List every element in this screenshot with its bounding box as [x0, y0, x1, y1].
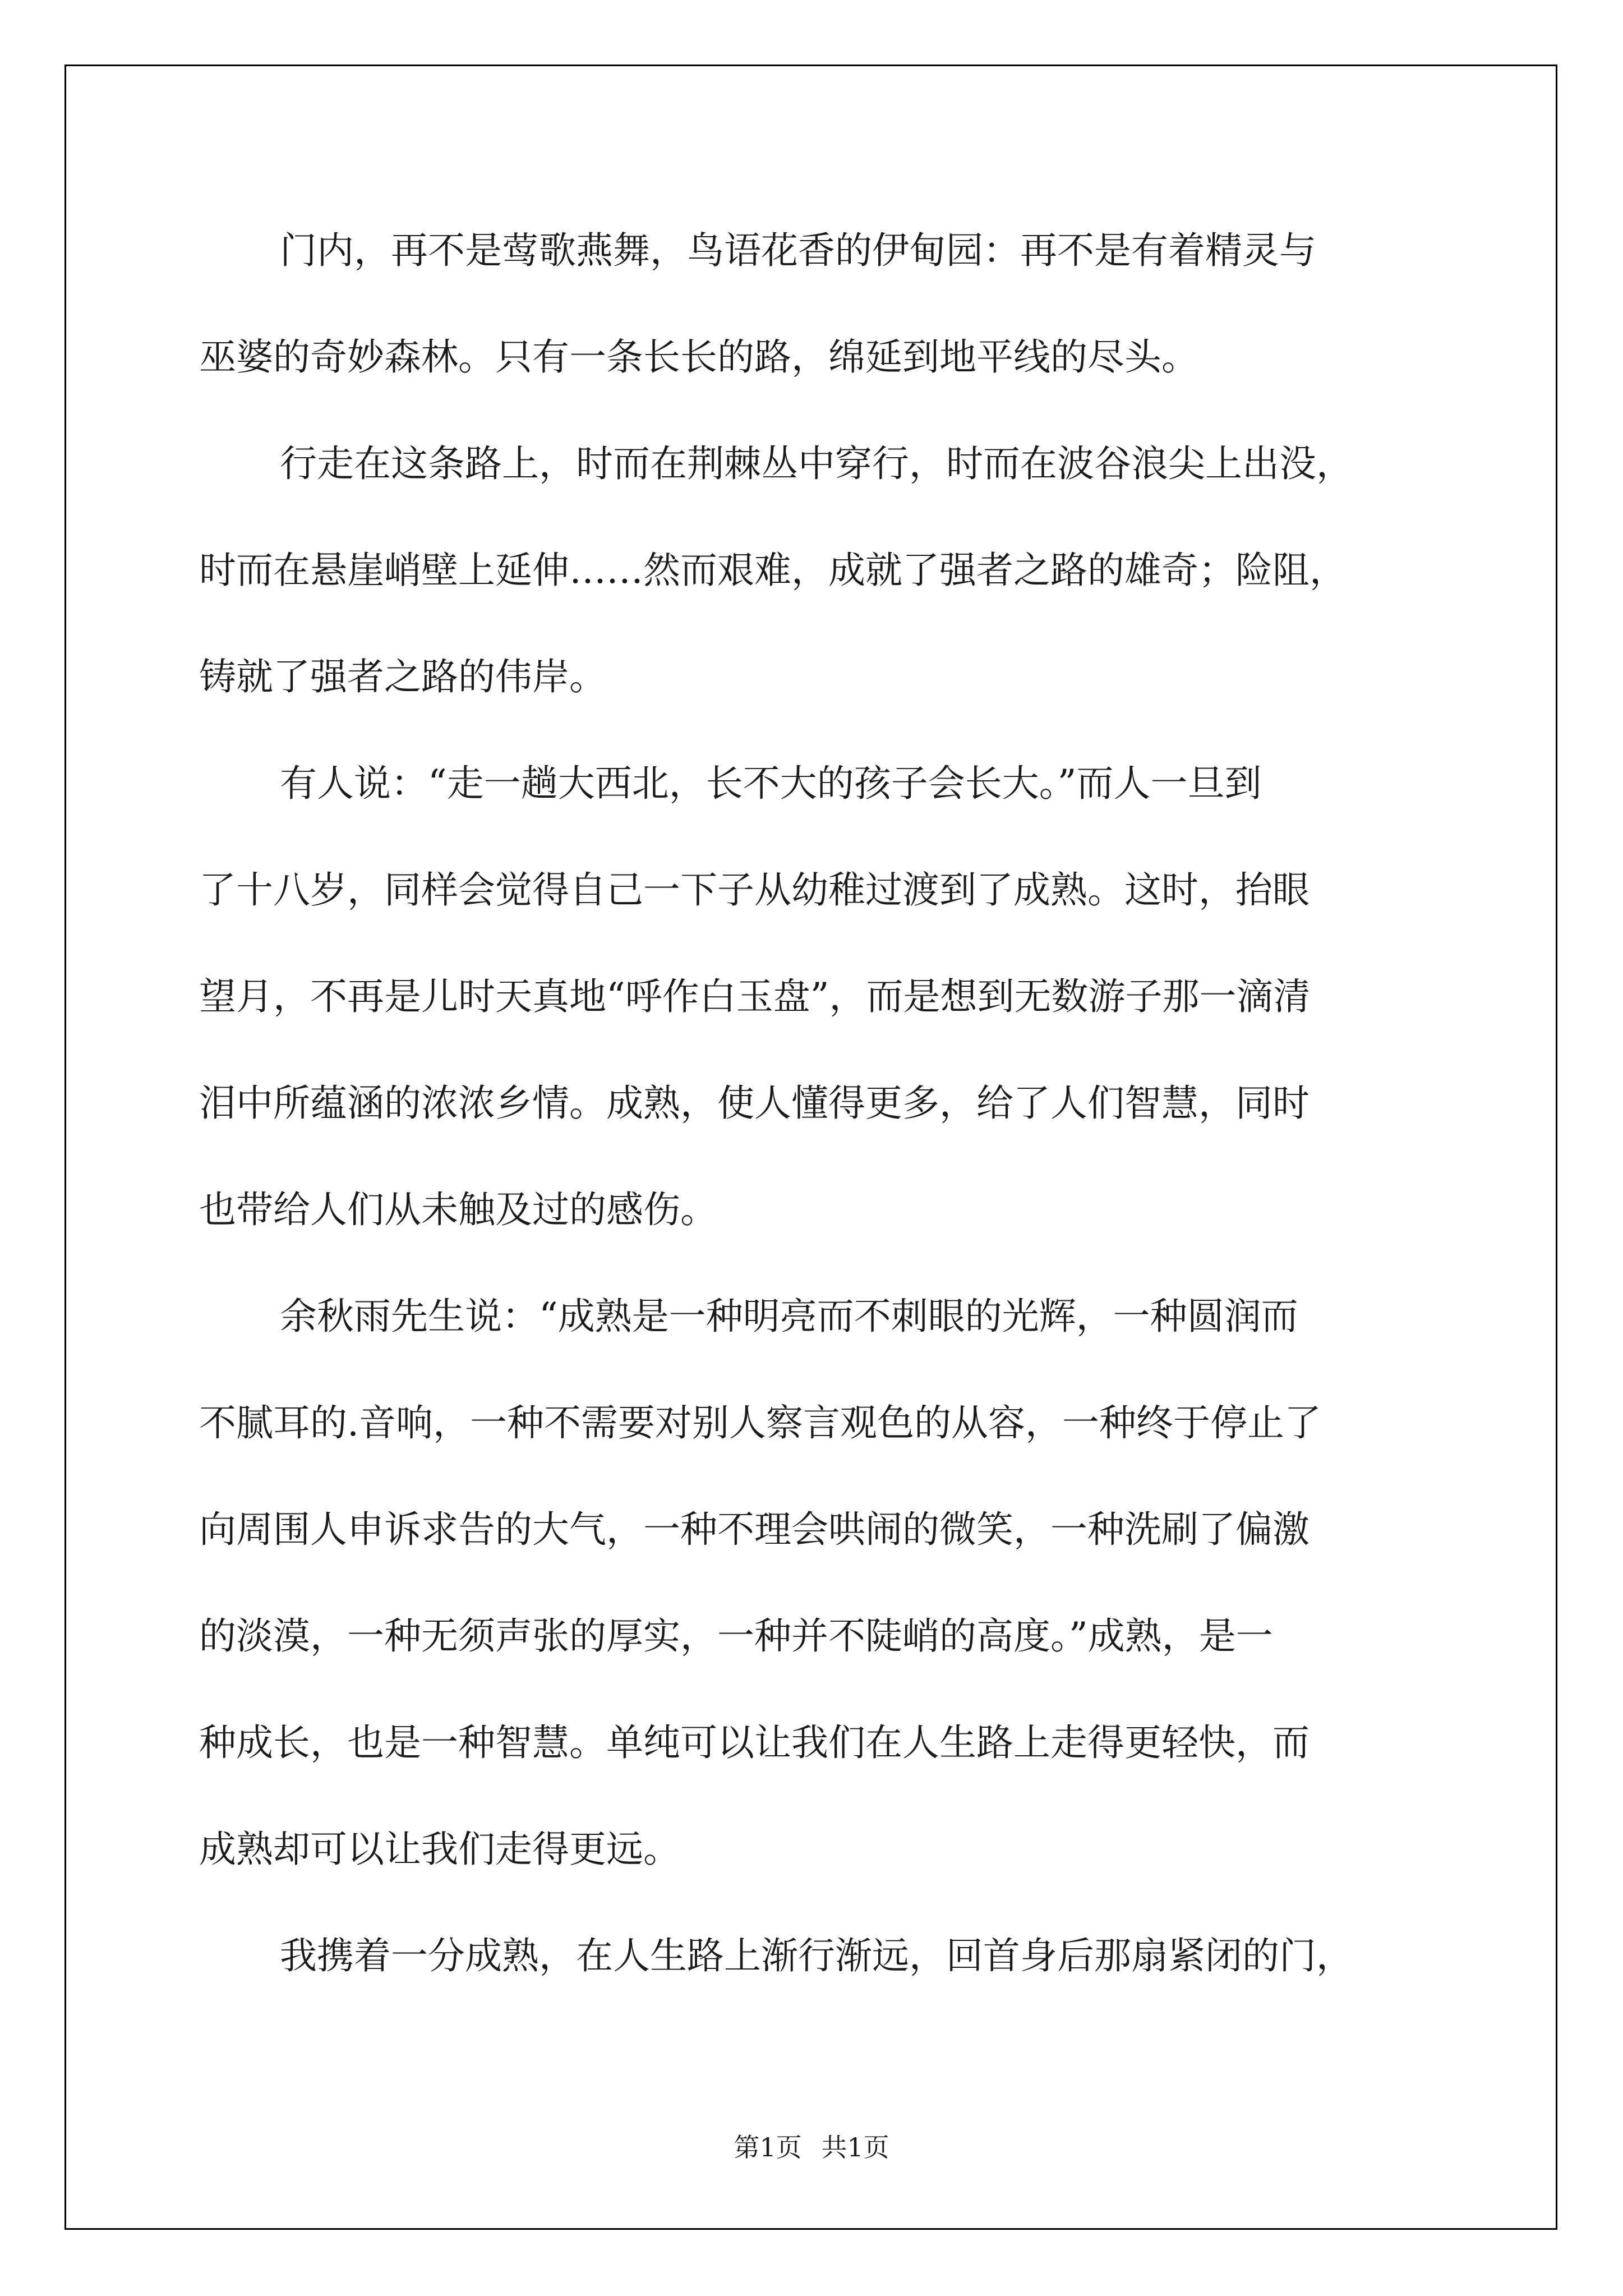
page-footer: [0, 2127, 1623, 2164]
page-number: 第1页: [734, 2132, 802, 2162]
paragraph: 我携着一分成熟，在人生路上渐行渐远，回首身后那扇紧闭的门，: [280, 1934, 1353, 1977]
page-total: 共1页: [821, 2132, 889, 2162]
document-body: [199, 197, 1430, 2009]
paragraph: 余秋雨先生说：“成熟是一种明亮而不刺眼的光辉，一种圆润而 不腻耳的.音响，一种不需要对别人察言观色的从容，一种终于停止了 向周围人申诉求告的大气，一种不理会哄闹的微笑，一种洗刷了偏激 的淡漠，一种无须声张的厚实，一种并不陡峭的高度。”成熟，是一 种成长，也是一种智慧。单纯可以让我们在人生路上走得更轻快，而 成熟却可以让我们走得更远。: [199, 1295, 1321, 1871]
paragraph: 有人说：“走一趟大西北，长不大的孩子会长大。”而人一旦到 了十八岁，同样会觉得自己一下子从幼稚过渡到了成熟。这时，抬眼 望月，不再是儿时天真地“呼作白玉盘”，而是想到无数游子那一滴清 泪中所蕴涵的浓浓乡情。成熟，使人懂得更多，给了人们智慧，同时 也带给人们从未触及过的感伤。: [199, 762, 1311, 1231]
paragraph: 门内，再不是莺歌燕舞，鸟语花香的伊甸园：再不是有着精灵与 巫婆的奇妙森林。只有一条长长的路，绵延到地平线的尽头。: [199, 229, 1316, 379]
paragraph: 行走在这条路上，时而在荆棘丛中穿行，时而在波谷浪尖上出没， 时而在悬崖峭壁上延伸……然而艰难，成就了强者之路的雄奇；险阻， 铸就了强者之路的伟岸。: [199, 442, 1353, 698]
